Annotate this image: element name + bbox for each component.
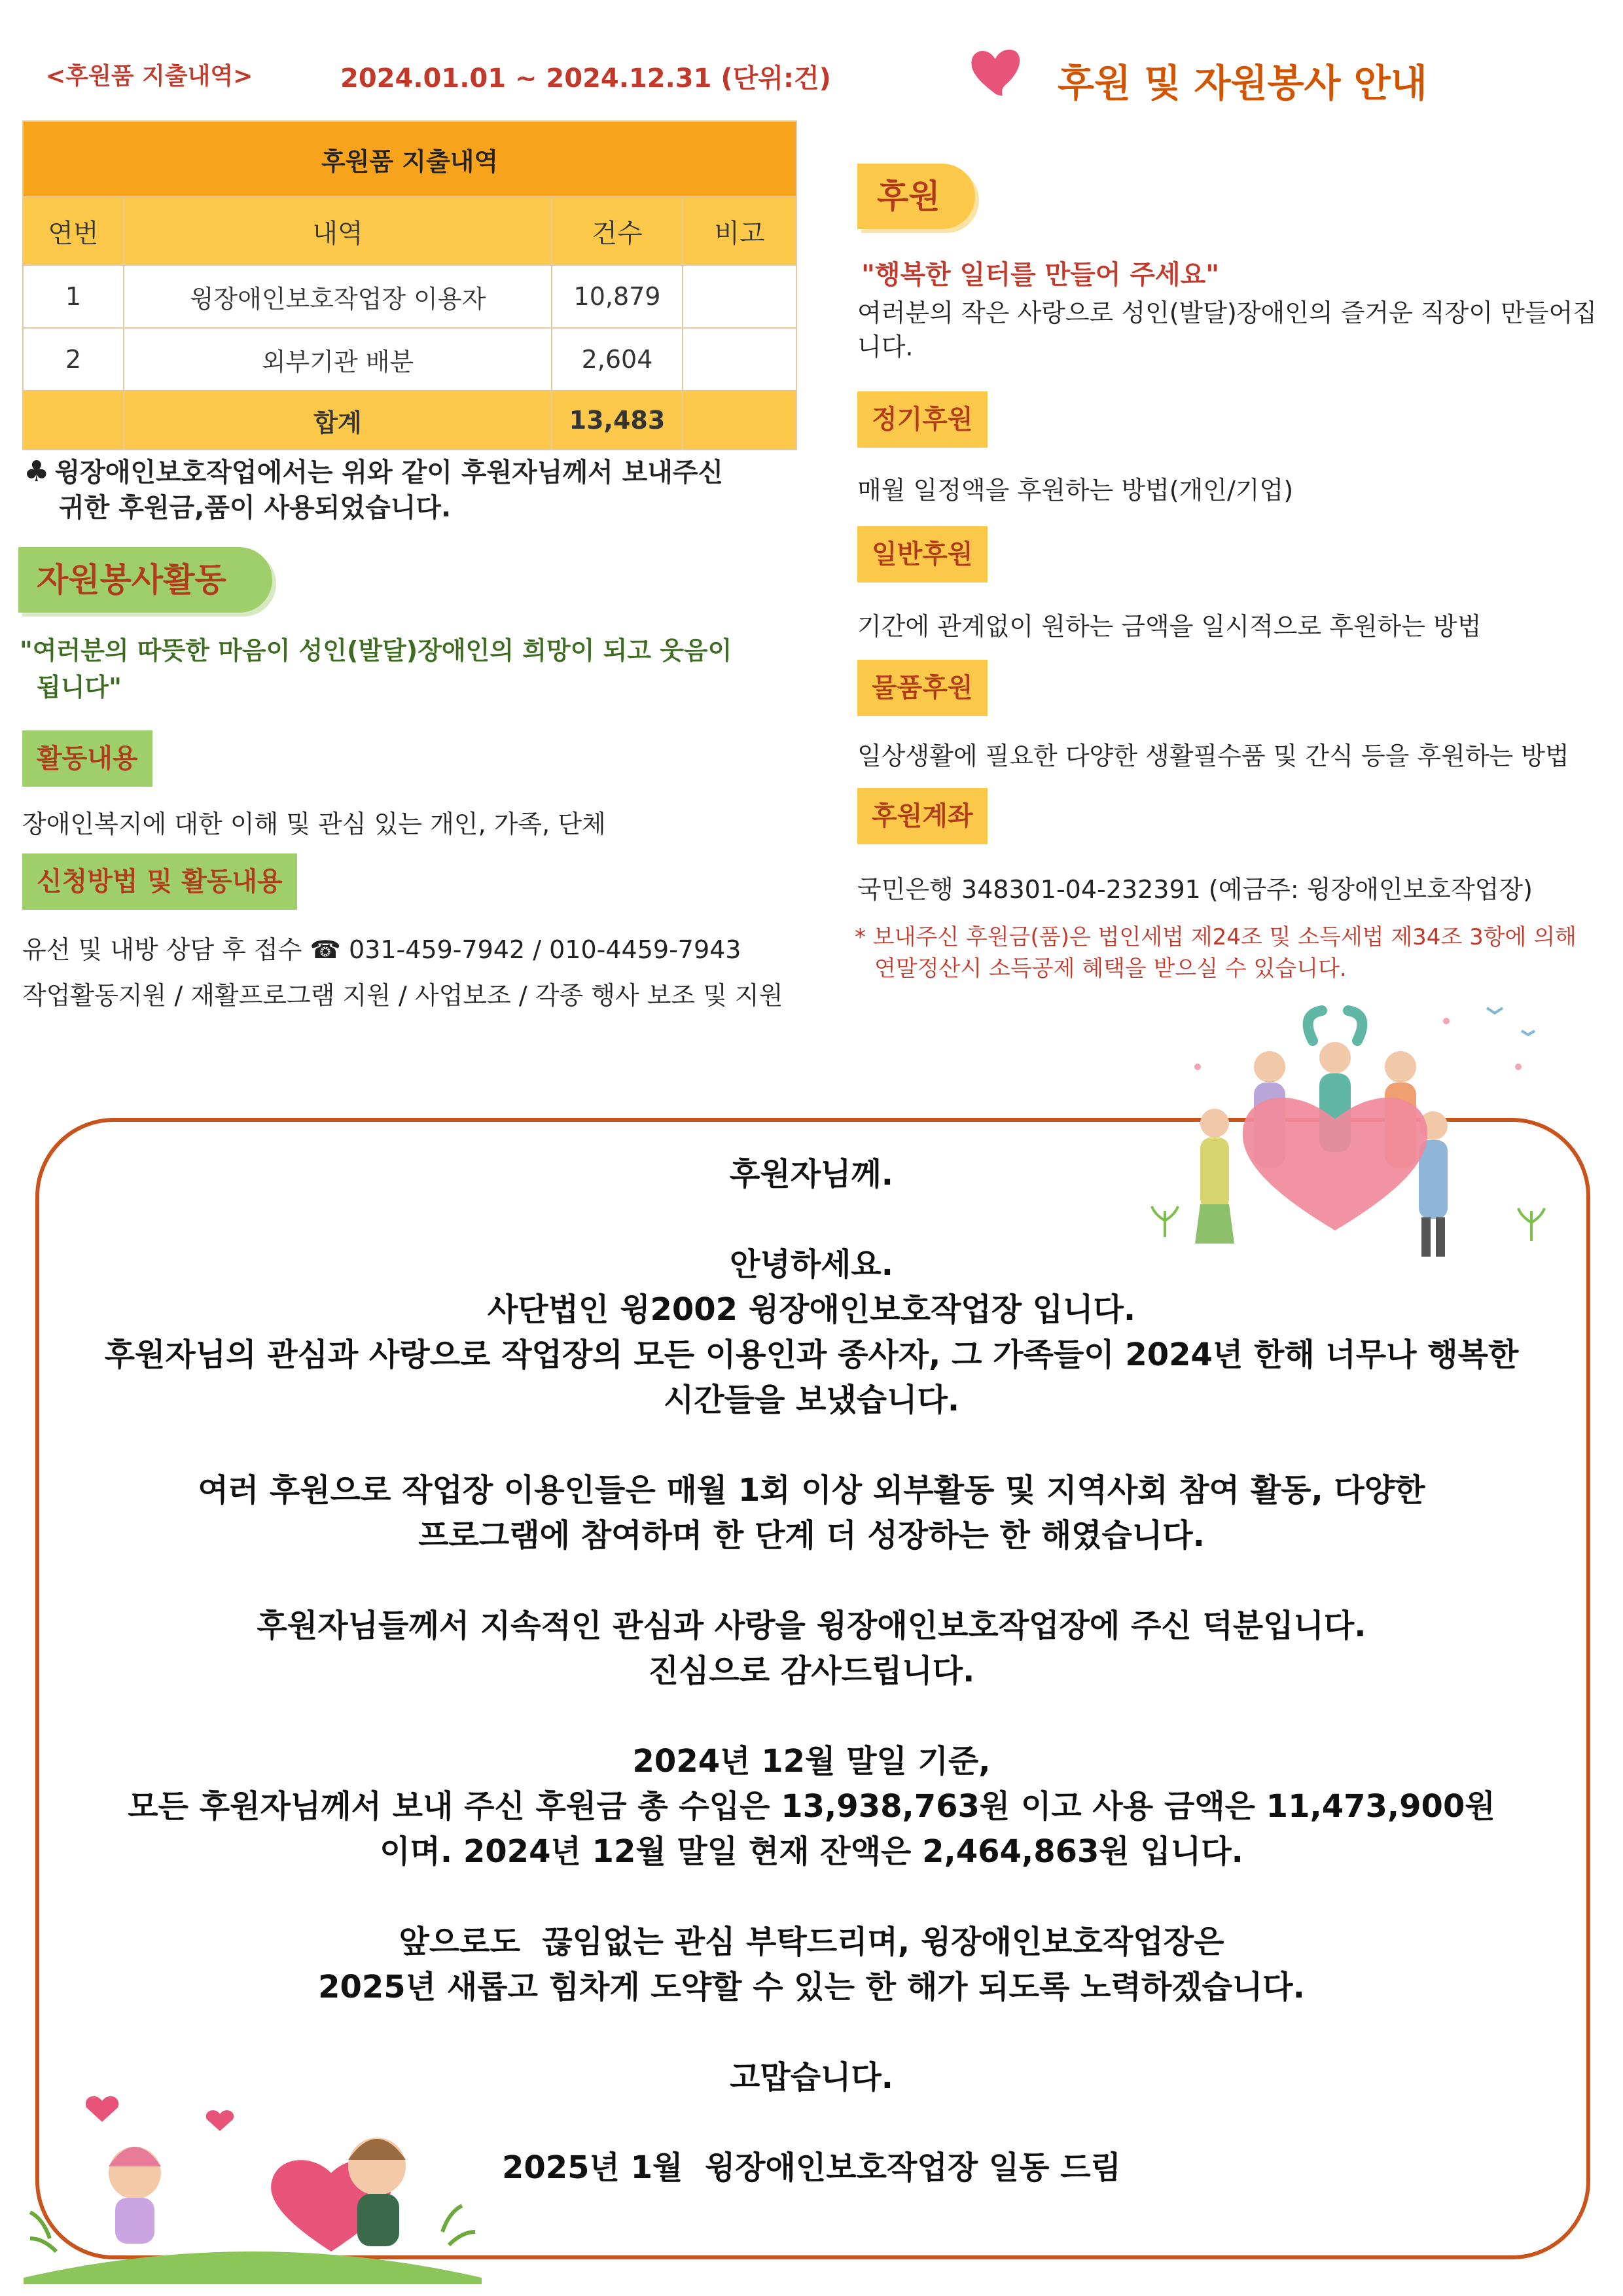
regular-tag: 정기후원 — [857, 391, 988, 448]
regular-desc: 매월 일정액을 후원하는 방법(개인/기업) — [857, 476, 1294, 505]
expense-table — [22, 120, 797, 450]
letter-line: 앞으로도 끊임없는 관심 부탁드리며, 윙장애인보호작업장은 — [399, 1924, 1224, 1960]
letter-line — [52, 1874, 1571, 1920]
letter-line: 2025년 새롭고 힘차게 도약할 수 있는 한 해가 되도록 노력하겠습니다. — [318, 1969, 1305, 2005]
volunteer-quote-line2: 됩니다" — [37, 673, 122, 702]
expense-period: 2024.01.01 ~ 2024.12.31 (단위:건) — [340, 63, 831, 94]
letter-line: 고맙습니다. — [729, 2059, 894, 2096]
total-label: 합계 — [124, 391, 552, 450]
table-row — [23, 328, 796, 391]
total-count: 13,483 — [552, 391, 683, 450]
support-title: 후원 및 자원봉사 안내 — [1058, 61, 1427, 105]
letter-line: 후원자님의 관심과 사랑으로 작업장의 모든 이용인과 종사자, 그 가족들이 2024년 한해 너무나 행복한 — [104, 1336, 1519, 1373]
tax-note-line2: 연말정산시 소득공제 혜택을 받으실 수 있습니다. — [874, 956, 1347, 982]
letter-line — [52, 1197, 1571, 1242]
general-tag: 일반후원 — [857, 526, 988, 583]
letter-line — [52, 2010, 1571, 2055]
column-header-count: 건수 — [552, 197, 683, 265]
activity-text: 장애인복지에 대한 이해 및 관심 있는 개인, 가족, 단체 — [22, 810, 606, 838]
column-header-no: 연번 — [23, 197, 124, 265]
letter-line: 후원자님께. — [729, 1156, 894, 1193]
activity-tag: 활동내용 — [22, 730, 152, 787]
goods-desc: 일상생활에 필요한 다양한 생활필수품 및 간식 등을 후원하는 방법 — [857, 742, 1569, 770]
letter-line: 모든 후원자님께서 보내 주신 후원금 총 수입은 13,938,763원 이고 사용 금액은 11,473,900원 — [128, 1788, 1495, 1825]
letter-line: 후원자님들께서 지속적인 관심과 사랑을 윙장애인보호작업장에 주신 덕분입니다. — [257, 1607, 1366, 1644]
goods-tag: 물품후원 — [857, 660, 988, 716]
expense-note-line2: 귀한 후원금,품이 사용되었습니다. — [59, 493, 452, 523]
expense-note — [24, 454, 809, 526]
letter-body — [52, 1152, 1571, 2191]
letter-line: 여러 후원으로 작업장 이용인들은 매월 1회 이상 외부활동 및 지역사회 참여 활동, 다양한 — [198, 1472, 1425, 1509]
support-pill: 후원 — [857, 164, 975, 229]
table-row — [23, 265, 796, 328]
row-count: 2,604 — [552, 328, 683, 391]
letter-line: 사단법인 윙2002 윙장애인보호작업장 입니다. — [487, 1291, 1136, 1328]
row-note — [683, 265, 796, 328]
tax-note — [855, 922, 1614, 984]
children-heart-illustration — [24, 2081, 482, 2284]
general-desc: 기간에 관계없이 원하는 금액을 일시적으로 후원하는 방법 — [857, 612, 1482, 641]
tax-note-line1: * 보내주신 후원금(품)은 법인세법 제24조 및 소득세법 제34조 3항에 의해 — [855, 924, 1577, 950]
row-note — [683, 328, 796, 391]
letter-line — [52, 1558, 1571, 1604]
row-item: 윙장애인보호작업장 이용자 — [124, 265, 552, 328]
letter-line: 프로그램에 참여하며 한 단계 더 성장하는 한 해였습니다. — [418, 1517, 1205, 1554]
heart-icon — [966, 42, 1025, 101]
table-title: 후원품 지출내역 — [23, 121, 796, 197]
column-header-note: 비고 — [683, 197, 796, 265]
volunteer-quote — [20, 632, 805, 706]
account-tag: 후원계좌 — [857, 788, 988, 844]
column-header-item: 내역 — [124, 197, 552, 265]
row-count: 10,879 — [552, 265, 683, 328]
letter-line: 2024년 12월 말일 기준, — [632, 1743, 991, 1780]
row-item: 외부기관 배분 — [124, 328, 552, 391]
table-total-row — [23, 391, 796, 450]
row-no: 2 — [23, 328, 124, 391]
letter-line: 2025년 1월 윙장애인보호작업장 일동 드림 — [501, 2149, 1122, 2186]
letter-line: 안녕하세요. — [729, 1246, 894, 1283]
support-quote: "행복한 일터를 만들어 주세요" — [861, 260, 1220, 290]
letter-line: 이며. 2024년 12월 말일 현재 잔액은 2,464,863원 입니다. — [380, 1833, 1243, 1870]
letter-line: 진심으로 감사드립니다. — [648, 1653, 975, 1689]
expense-header-label: <후원품 지출내역> — [46, 63, 253, 90]
letter-line — [52, 1423, 1571, 1468]
apply-tag: 신청방법 및 활동내용 — [22, 853, 297, 910]
apply-contact: 유선 및 내방 상담 후 접수 ☎ 031-459-7942 / 010-4459-7943 — [22, 935, 741, 964]
account-desc: 국민은행 348301-04-232391 (예금주: 윙장애인보호작업장) — [857, 875, 1533, 904]
expense-note-line1: 윙장애인보호작업에서는 위와 같이 후원자님께서 보내주신 — [54, 457, 724, 488]
apply-activities: 작업활동지원 / 재활프로그램 지원 / 사업보조 / 각종 행사 보조 및 지원 — [22, 981, 783, 1010]
row-no: 1 — [23, 265, 124, 328]
volunteer-title: 자원봉사활동 — [18, 547, 272, 613]
volunteer-quote-line1: "여러분의 따뜻한 마음이 성인(발달)장애인의 희망이 되고 웃음이 — [20, 636, 732, 665]
club-icon: ♣ — [24, 455, 50, 488]
letter-line — [52, 1694, 1571, 1739]
support-desc: 여러분의 작은 사랑으로 성인(발달)장애인의 즐거운 직장이 만들어집니다. — [857, 298, 1597, 361]
letter-line: 시간들을 보냈습니다. — [663, 1382, 960, 1418]
